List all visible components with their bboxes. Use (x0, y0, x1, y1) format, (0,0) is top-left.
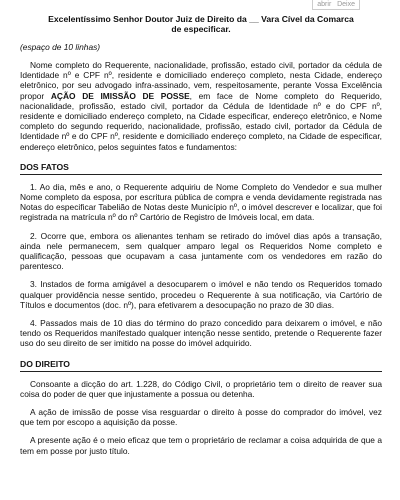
intro-text-before: Nome completo do Requerente, nacionalidade, profissão, estado civil, portador da cédula de Identidade nº e CPF nº, residente e domiciliado endereço completo, nesta Cidade, endereço eletrônico, por seu advogado infra-assinado, vem, respeitosamente, perante Vossa Excelência propor (20, 60, 382, 101)
direito-paragraph-1: Consoante a dicção do art. 1.228, do Código Civil, o proprietário tem o direito de reaver sua coisa do poder de quer que injustamente a possua ou detenha. (20, 378, 382, 399)
fatos-paragraph-3: 3. Instados de forma amigável a desocuparem o imóvel e não tendo os Requeridos tomado qualquer providência nesse sentido, procedeu o Requerente à sua notificação, via Cartório de Títulos e documentos (doc. nº), para efetivarem a desocupação no prazo de 30 dias. (20, 279, 382, 310)
corner-stamp: abrir Deixe (312, 0, 360, 10)
intro-paragraph (20, 60, 382, 152)
fatos-paragraph-2: 2. Ocorre que, embora os alienantes tenham se retirado do imóvel dias após a transação, ainda nele permanecem, sem qualquer amparo legal os Requeridos Nome completo e qualificação, pessoas que ocupavam a casa juntamente com os vendedores em razão do parentesco. (20, 230, 382, 272)
action-name: AÇÃO DE IMISSÃO DE POSSE (50, 90, 190, 101)
document-title-line-2: de especificar. (171, 24, 231, 34)
fatos-paragraph-1: 1. Ao dia, mês e ano, o Requerente adquiriu de Nome Completo do Vendedor e sua mulher Nome completo da esposa, por escritura pública de compra e venda devidamente registrada nas Notas do especificar Tabelião de Notas deste Município nº, o imóvel descrever e localizar, que foi registrada na matrícula nº do nº Cartório de Registro de Imóveis local, em data. (20, 181, 382, 223)
direito-paragraph-2: A ação de imissão de posse visa resguardar o direito à posse do comprador do imóvel, vez que tem por escopo a aquisição da posse. (20, 407, 382, 428)
section-heading-fatos: DOS FATOS (20, 162, 382, 175)
intro-text-after: , em face de Nome completo do Requerido, nacionalidade, profissão, estado civil, portador da Cédula de Identidade nº e do CPF nº, residente e domiciliado endereço completo, na Cidade especificar, endereço eletrônico, e Nome completo do segundo requerido, nacionalidade, profissão, estado civil, portador da Cédula de Identidade nº e do CPF nº, residente e domiciliado endereço completo, na Cidade de especificar, endereço eletrônico, pelos seguintes fatos e fundamentos: (20, 90, 382, 152)
fatos-paragraph-4: 4. Passados mais de 10 dias do término do prazo concedido para deixarem o imóvel, e não tendo os Requeridos manifestado qualquer intenção nesse sentido, pretende o Requerente fazer uso do seu direito de ser imitido na posse do imóvel adquirido. (20, 318, 382, 349)
section-heading-direito: DO DIREITO (20, 359, 382, 372)
document-page (20, 14, 382, 456)
spacing-note: (espaço de 10 linhas) (20, 42, 101, 52)
document-title-line-1: Excelentíssimo Senhor Doutor Juiz de Direito da __ Vara Cível da Comarca (48, 14, 354, 24)
direito-paragraph-3: A presente ação é o meio eficaz que tem o proprietário de reclamar a coisa adquirida de que a tem em posse por justo título. (20, 435, 382, 456)
